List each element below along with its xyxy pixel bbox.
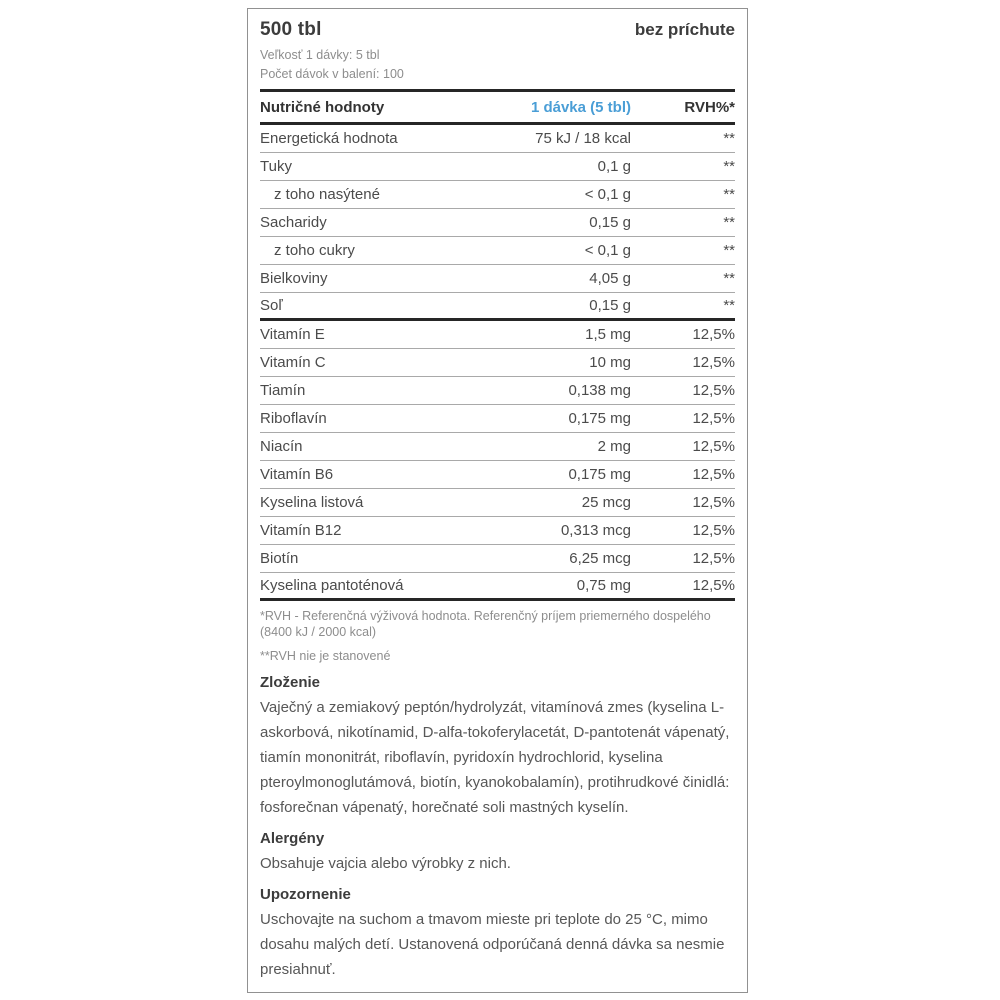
nutrient-label: Niacín (260, 438, 303, 455)
nutrient-label: Tuky (260, 158, 292, 175)
nutrient-rvh: 12,5% (692, 326, 735, 343)
nutrient-value: 0,15 g (589, 297, 631, 314)
nutrient-label: Vitamín E (260, 326, 325, 343)
table-row-vitamin-b12 (260, 517, 735, 545)
table-row-sugars (260, 237, 735, 265)
serving-size: Veľkosť 1 dávky: 5 tbl (260, 48, 380, 62)
nutrient-label: Vitamín C (260, 354, 326, 371)
nutrition-label (247, 8, 748, 993)
section-title-allergens: Alergény (260, 830, 325, 847)
table-row-energy (260, 125, 735, 153)
nutrient-rvh: 12,5% (692, 577, 735, 594)
nutrient-rvh: 12,5% (692, 550, 735, 567)
table-row-riboflavin (260, 405, 735, 433)
pack-size: 500 tbl (260, 19, 322, 40)
nutrient-label: Kyselina pantoténová (260, 577, 404, 594)
table-row-protein (260, 265, 735, 293)
nutrient-rvh: 12,5% (692, 438, 735, 455)
nutrient-value: < 0,1 g (584, 242, 631, 259)
nutrient-label: z toho cukry (274, 242, 355, 259)
nutrient-label: Kyselina listová (260, 494, 364, 511)
servings-per-pack: Počet dávok v balení: 100 (260, 67, 404, 81)
nutrient-value: 0,175 mg (568, 410, 631, 427)
nutrient-rvh: 12,5% (692, 382, 735, 399)
table-row-vitamin-b6 (260, 461, 735, 489)
table-row-thiamine (260, 377, 735, 405)
nutrient-value: 4,05 g (589, 270, 631, 287)
nutrient-rvh: ** (723, 242, 735, 259)
nutrient-label: Soľ (260, 297, 283, 314)
nutrient-value: 25 mcg (581, 494, 631, 511)
nutrient-label: Vitamín B6 (260, 466, 334, 483)
footnote-rvh-definition: *RVH - Referenčná výživová hodnota. Referenčný príjem priemerného dospelého (8400 kJ / 2000 kcal) (260, 609, 711, 639)
nutrient-label: Biotín (260, 550, 299, 567)
nutrient-rvh: 12,5% (692, 522, 735, 539)
table-row-biotin (260, 545, 735, 573)
table-row-carbs (260, 209, 735, 237)
nutrient-rvh: ** (723, 297, 735, 314)
nutrient-value: 2 mg (597, 438, 631, 455)
section-body-ingredients: Vaječný a zemiakový peptón/hydrolyzát, vitamínová zmes (kyselina L-askorbová, nikotínamid, D-alfa-tokoferylacetát, D-pantotenát vápenatý, tiamín mononitrát, riboflavín, pyridoxín hydrochlorid, kyselina pteroylmonoglutámová, biotín, kyanokobalamín), protihrudkové činidlá: fosforečnan vápenatý, horečnaté soli mastných kyselín. (260, 699, 730, 816)
nutrient-rvh: ** (723, 270, 735, 287)
nutrient-rvh: 12,5% (692, 410, 735, 427)
table-row-vitamin-c (260, 349, 735, 377)
nutrient-label: Energetická hodnota (260, 130, 398, 147)
column-header-rvh: RVH%* (684, 98, 735, 116)
nutrient-rvh: 12,5% (692, 354, 735, 371)
table-row-saturated-fat (260, 181, 735, 209)
table-row-niacin (260, 433, 735, 461)
nutrient-value: < 0,1 g (584, 186, 631, 203)
section-body-allergens: Obsahuje vajcia alebo výrobky z nich. (260, 855, 511, 872)
nutrient-rvh: ** (723, 214, 735, 231)
table-row-salt (260, 293, 735, 321)
section-title-warning: Upozornenie (260, 886, 351, 903)
table-row-pantothenic-acid (260, 573, 735, 601)
nutrient-label: Vitamín B12 (260, 522, 342, 539)
column-header-nutrients: Nutričné hodnoty (260, 98, 385, 116)
nutrient-value: 1,5 mg (585, 326, 631, 343)
table-header-row (260, 92, 735, 122)
nutrient-rvh: ** (723, 158, 735, 175)
column-header-serving: 1 dávka (5 tbl) (530, 98, 631, 116)
nutrient-rvh: ** (723, 130, 735, 147)
nutrient-rvh: 12,5% (692, 494, 735, 511)
section-title-ingredients: Zloženie (260, 674, 321, 691)
flavor-name: bez príchute (634, 20, 735, 39)
table-row-fat (260, 153, 735, 181)
nutrient-rvh: ** (723, 186, 735, 203)
nutrient-value: 10 mg (589, 354, 631, 371)
section-body-warning: Uschovajte na suchom a tmavom mieste pri teplote do 25 °C, mimo dosahu malých detí. Ustanovená odporúčaná denná dávka sa nesmie presiahnuť. (260, 911, 725, 978)
table-row-folic-acid (260, 489, 735, 517)
label-header (260, 19, 735, 43)
footnote-rvh-not-set: **RVH nie je stanovené (260, 649, 391, 663)
nutrient-label: Sacharidy (260, 214, 327, 231)
nutrient-value: 0,138 mg (568, 382, 631, 399)
nutrient-value: 0,313 mcg (560, 522, 631, 539)
nutrient-label: Riboflavín (260, 410, 327, 427)
nutrient-value: 0,15 g (589, 214, 631, 231)
nutrient-value: 0,75 mg (576, 577, 631, 594)
nutrient-value: 6,25 mcg (569, 550, 631, 567)
nutrient-value: 0,175 mg (568, 466, 631, 483)
nutrient-value: 0,1 g (597, 158, 631, 175)
nutrient-label: Tiamín (260, 382, 306, 399)
nutrient-label: Bielkoviny (260, 270, 328, 287)
nutrient-rvh: 12,5% (692, 466, 735, 483)
nutrient-label: z toho nasýtené (274, 186, 380, 203)
table-row-vitamin-e (260, 321, 735, 349)
nutrient-value: 75 kJ / 18 kcal (535, 130, 631, 147)
